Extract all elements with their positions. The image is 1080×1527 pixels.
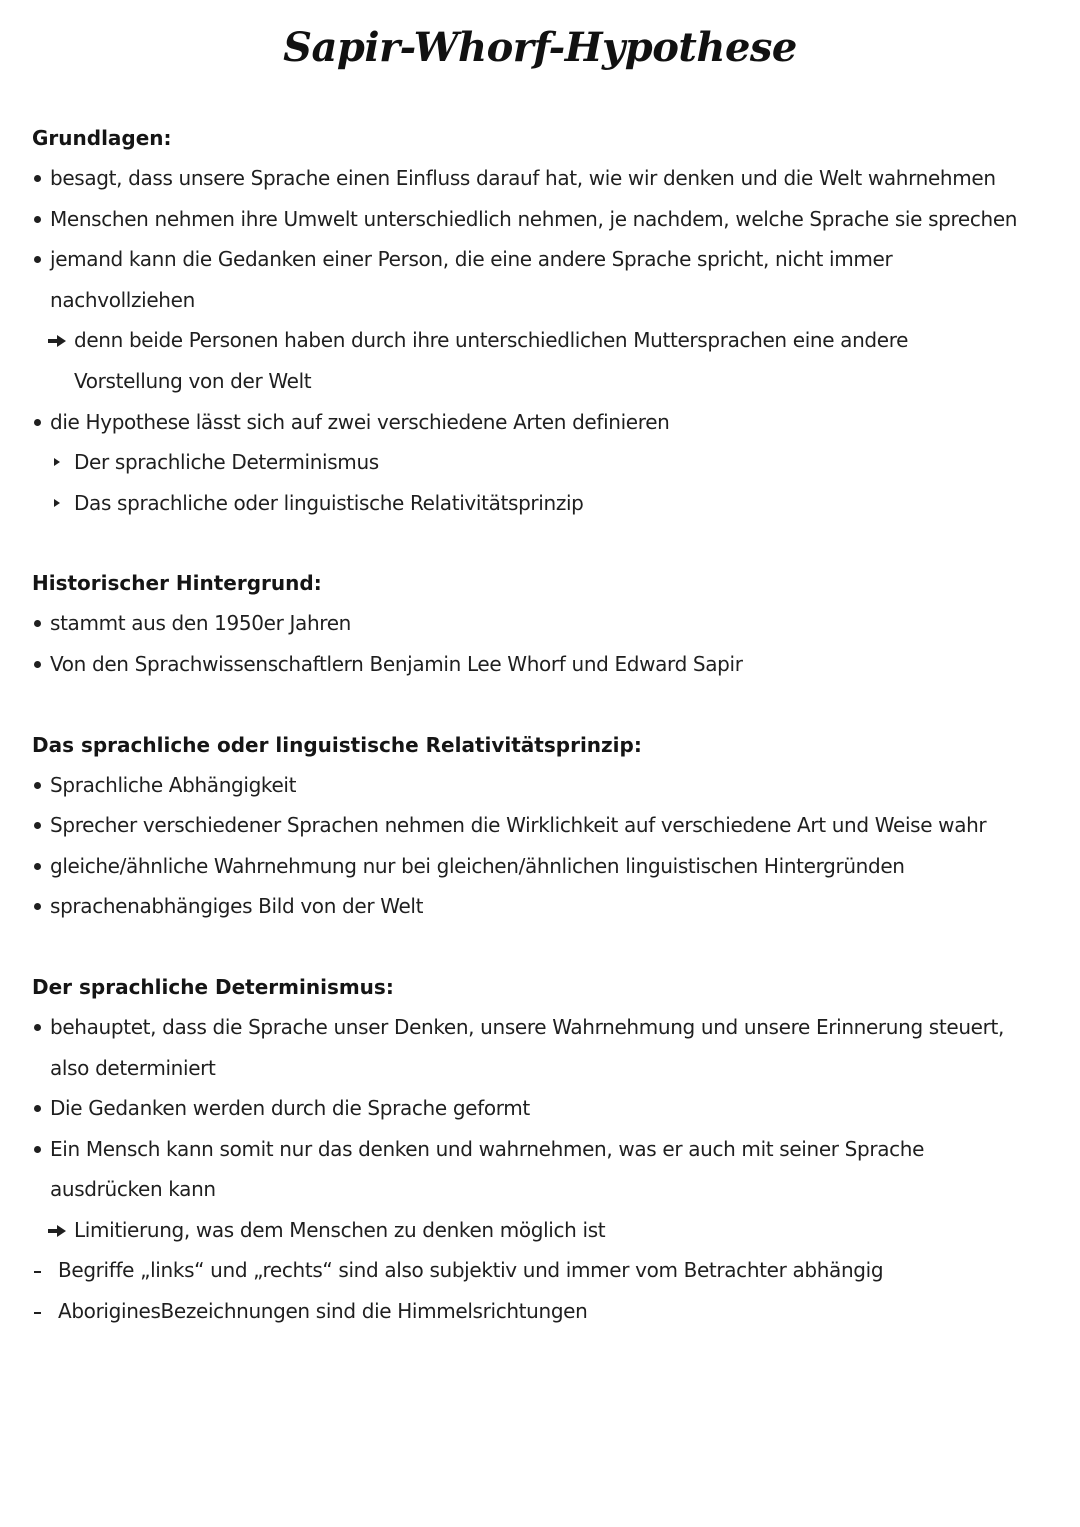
bullet-continuation: ausdrücken kann [50,1177,216,1202]
dash-item: Begriffe „links“ und „rechts“ sind also subjektiv und immer vom Betrachter abhängig [32,1250,1062,1291]
arrow-item: Limitierung, was dem Menschen zu denken möglich ist [32,1210,1062,1251]
bullet-continuation: nachvollziehen [50,287,195,312]
triangle-bullet-icon [52,442,66,482]
bullet-item: Sprachliche Abhängigkeit [50,772,297,797]
arrow-right-icon [48,1210,70,1250]
bullet-item: behauptet, dass die Sprache unser Denken, unsere Wahrnehmung und unsere Erinnerung steuert, [50,1014,1004,1039]
page-title: Sapir-Whorf-Hypothese [283,24,797,71]
bullet-item: sprachenabhängiges Bild von der Welt [50,894,424,919]
bullet-item: gleiche/ähnliche Wahrnehmung nur bei gleichen/ähnlichen linguistischen Hintergründen [50,853,905,878]
section-historischer-hintergrund [32,563,1062,684]
section-grundlagen [32,118,1062,523]
section-heading: Der sprachliche Determinismus: [32,974,394,999]
bullet-item: stammt aus den 1950er Jahren [50,611,352,636]
arrow-right-icon [48,320,70,360]
bullet-item: Ein Mensch kann somit nur das denken und wahrnehmen, was er auch mit seiner Sprache [50,1136,925,1161]
bullet-item: die Hypothese lässt sich auf zwei verschiedene Arten definieren [50,409,670,434]
arrow-item: denn beide Personen haben durch ihre unterschiedlichen Muttersprachen eine andere [32,320,1062,361]
triangle-bullet-icon [52,483,66,523]
section-relativitaetsprinzip [32,725,1062,927]
section-heading: Historischer Hintergrund: [32,571,322,596]
bullet-item: Sprecher verschiedener Sprachen nehmen die Wirklichkeit auf verschiedene Art und Weise wahr [50,813,987,838]
section-heading: Grundlagen: [32,126,172,150]
document-body [32,118,1062,1372]
dash-bullet-icon [32,1250,46,1290]
bullet-item: jemand kann die Gedanken einer Person, die eine andere Sprache spricht, nicht immer [50,247,893,272]
section-heading: Das sprachliche oder linguistische Relativitätsprinzip: [32,732,642,757]
bullet-item: besagt, dass unsere Sprache einen Einfluss darauf hat, wie wir denken und die Welt wahrnehmen [50,166,996,190]
sub-item: Der sprachliche Determinismus [32,442,1062,483]
dash-item: AboriginesBezeichnungen sind die Himmelsrichtungen [32,1291,1062,1332]
arrow-continuation: Vorstellung von der Welt [74,368,312,393]
section-determinismus [32,967,1062,1332]
bullet-item: Menschen nehmen ihre Umwelt unterschiedlich nehmen, je nachdem, welche Sprache sie sprechen [50,206,1018,231]
bullet-item: Von den Sprachwissenschaftlern Benjamin Lee Whorf und Edward Sapir [50,651,743,676]
dash-bullet-icon [32,1291,46,1331]
sub-item: Das sprachliche oder linguistische Relativitätsprinzip [32,483,1062,524]
bullet-item: Die Gedanken werden durch die Sprache geformt [50,1096,530,1121]
bullet-continuation: also determiniert [50,1055,216,1080]
